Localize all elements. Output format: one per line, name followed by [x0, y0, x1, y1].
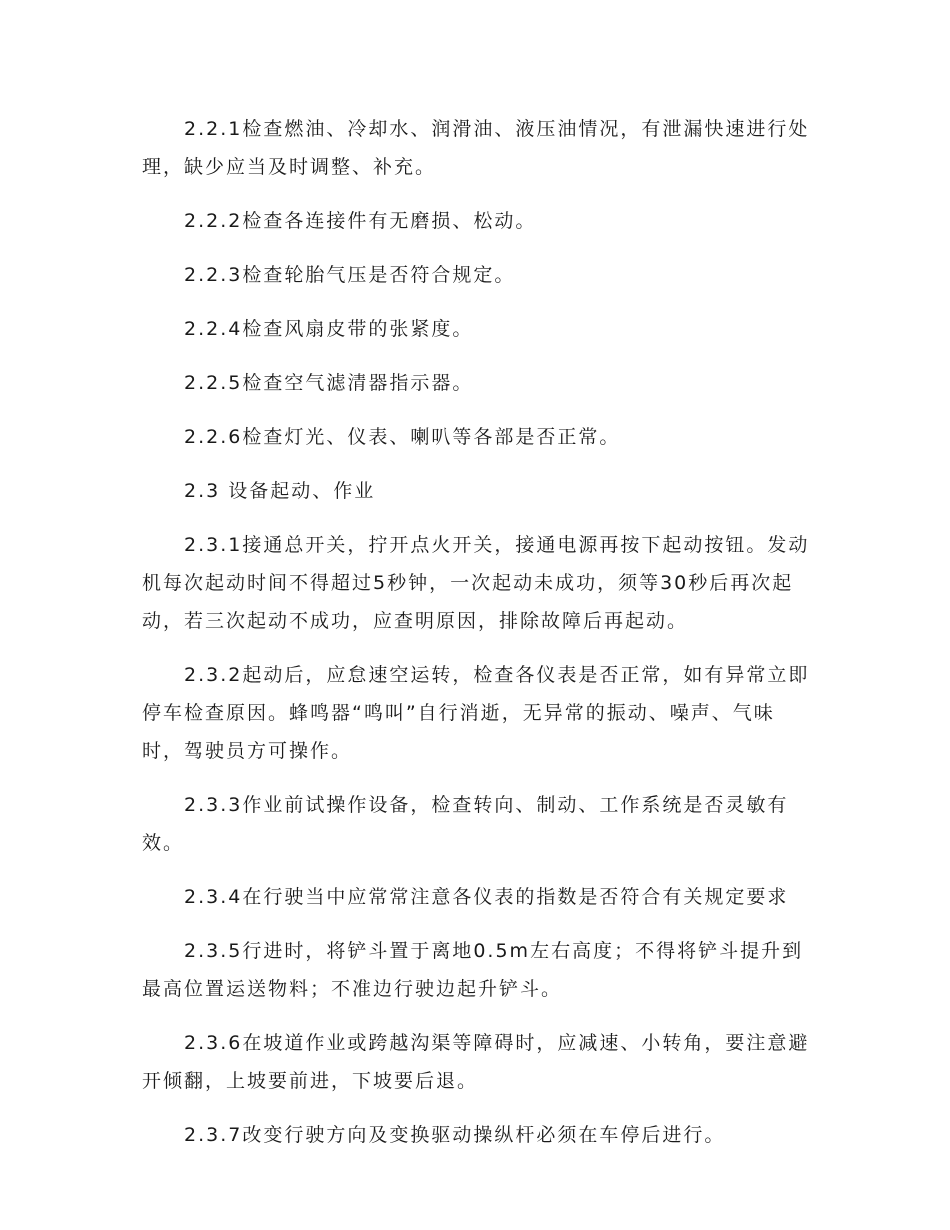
paragraph-2-3-7: 2.3.7改变行驶方向及变换驱动操纵杆必须在车停后进行。: [184, 1124, 726, 1146]
paragraph-2-2-2: 2.2.2检查各连接件有无磨损、松动。: [184, 210, 537, 232]
paragraph-2-2-1: 2.2.1检查燃油、冷却水、润滑油、液压油情况，有泄漏快速进行处理，缺少应当及时调整、补充。: [142, 118, 810, 178]
paragraph-2-3-3: 2.3.3作业前试操作设备，检查转向、制动、工作系统是否灵敏有效。: [142, 794, 789, 854]
paragraph-2-2-3: 2.2.3检查轮胎气压是否符合规定。: [184, 264, 516, 286]
section-heading-2-3: 2.3 设备起动、作业: [184, 480, 376, 502]
paragraph-2-3-4: 2.3.4在行驶当中应常常注意各仪表的指数是否符合有关规定要求: [184, 886, 789, 908]
paragraph-2-3-1: 2.3.1接通总开关，拧开点火开关，接通电源再按下起动按钮。发动机每次起动时间不得超过5秒钟，一次起动未成功，须等30秒后再次起动，若三次起动不成功，应查明原因，排除故障后再起动。: [142, 534, 810, 632]
paragraph-2-2-4: 2.2.4检查风扇皮带的张紧度。: [184, 318, 474, 340]
paragraph-2-3-6: 2.3.6在坡道作业或跨越沟渠等障碍时，应减速、小转角，要注意避开倾翻，上坡要前进，下坡要后退。: [142, 1032, 810, 1092]
paragraph-2-3-2: 2.3.2起动后，应怠速空运转，检查各仪表是否正常，如有异常立即停车检查原因。蜂鸣器“鸣叫”自行消逝，无异常的振动、噪声、气味时，驾驶员方可操作。: [142, 664, 810, 762]
document-body: [142, 110, 812, 1170]
paragraph-2-2-5: 2.2.5检查空气滤清器指示器。: [184, 372, 474, 394]
paragraph-2-2-6: 2.2.6检查灯光、仪表、喇叭等各部是否正常。: [184, 426, 621, 448]
paragraph-2-3-5: 2.3.5行进时，将铲斗置于离地0.5m左右高度；不得将铲斗提升到最高位置运送物料；不准边行驶边起升铲斗。: [142, 940, 804, 1000]
